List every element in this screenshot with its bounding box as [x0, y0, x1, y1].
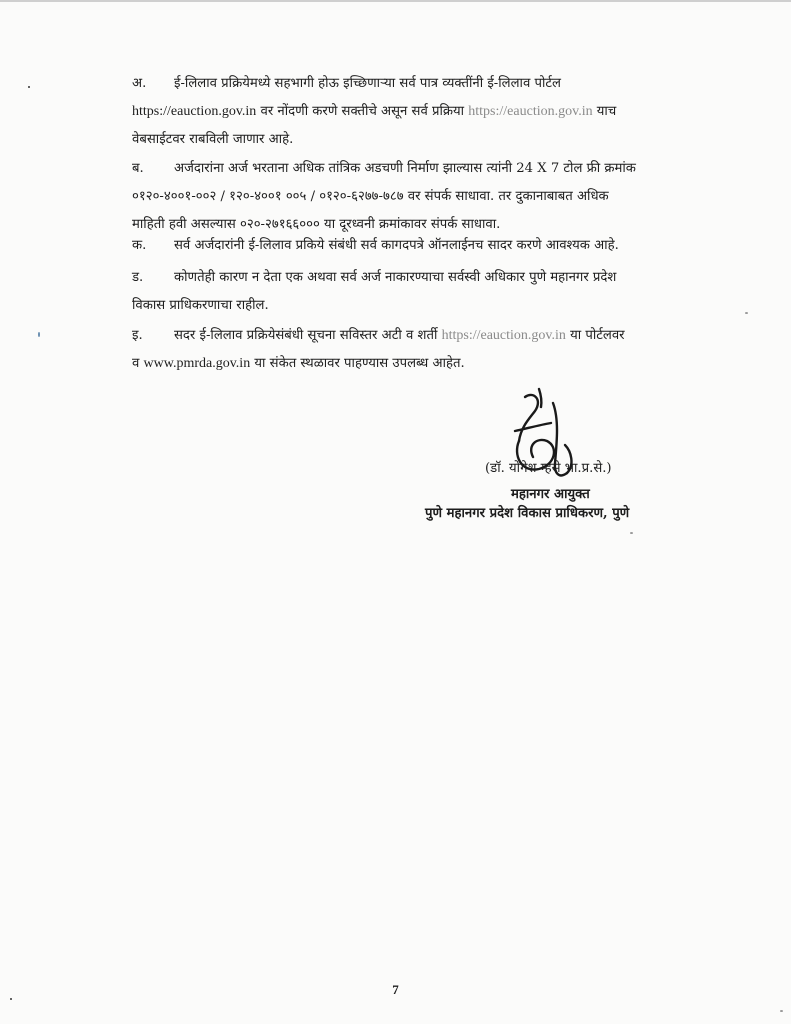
clause-marker: ब.: [132, 161, 144, 176]
clause-line: [132, 350, 692, 378]
clause-text: सर्व अर्जदारांनी ई-लिलाव प्रकिये संबंधी सर्व कागदपत्रे ऑनलाईनच सादर करणे आवश्यक आहे.: [174, 238, 619, 253]
clause-line: [132, 322, 692, 350]
url-link[interactable]: https://eauction.gov.in: [132, 104, 257, 119]
signatory-name: (डॉ. योगेश म्हसे भा.प्र.से.): [485, 461, 612, 476]
clause-marker: ड.: [132, 270, 144, 285]
clause-line: [132, 70, 692, 98]
clause-marker: क.: [132, 238, 147, 253]
clause-line: [132, 183, 692, 211]
url-link[interactable]: www.pmrda.gov.in: [143, 356, 251, 371]
clause-text: विकास प्राधिकरणाचा राहील.: [132, 298, 269, 313]
clause-text: सदर ई-लिलाव प्रक्रियेसंबंधी सूचना सविस्तर अटी व शर्ती: [174, 328, 442, 343]
clause-text: ०१२०-४००१-००२ / १२०-४००१ ००५ / ०१२०-६२७७-७८७ वर संपर्क साधावा. तर दुकानाबाबत अधिक: [132, 189, 609, 204]
signature-block: [400, 380, 700, 540]
handwritten-signature: [495, 385, 615, 495]
clause-text: व: [132, 356, 144, 371]
clause-text: माहिती हवी असल्यास ०२०-२७१६६००० या दूरध्वनी क्रमांकावर संपर्क साधावा.: [132, 217, 501, 232]
clause-text: अर्जदारांना अर्ज भरताना अधिक तांत्रिक अडचणी निर्माण झाल्यास त्यांनी 24 X 7 टोल फ्री क्रमांक: [174, 161, 636, 176]
clause-marker: इ.: [132, 328, 143, 343]
clause-line: [132, 126, 692, 154]
clause-text: कोणतेही कारण न देता एक अथवा सर्व अर्ज नाकारण्याचा सर्वस्वी अधिकार पुणे महानगर प्रदेश: [174, 270, 617, 285]
page-number: 7: [392, 982, 399, 997]
clause-text: ई-लिलाव प्रक्रियेमध्ये सहभागी होऊ इच्छिणाऱ्या सर्व पात्र व्यक्तींनी ई-लिलाव पोर्टल: [174, 76, 561, 91]
clause: [132, 70, 692, 154]
clause-text: याच: [592, 104, 617, 119]
url-link[interactable]: https://eauction.gov.in: [441, 328, 566, 343]
clause-line: [132, 98, 692, 126]
clause: [132, 232, 692, 260]
clause-text: या संकेत स्थळावर पाहण्यास उपलब्ध आहेत.: [250, 356, 465, 371]
signatory-organization: पुणे महानगर प्रदेश विकास प्राधिकरण, पुणे: [425, 506, 630, 521]
url-link[interactable]: https://eauction.gov.in: [468, 104, 593, 119]
clause: [132, 264, 692, 320]
clause-line: [132, 264, 692, 292]
clause-text: वर नोंदणी करणे सक्तीचे असून सर्व प्रक्रिया: [256, 104, 469, 119]
clause: [132, 155, 692, 239]
clause: [132, 322, 692, 378]
clause-text: या पोर्टलवर: [565, 328, 625, 343]
clause-line: [132, 232, 692, 260]
clause-line: [132, 292, 692, 320]
clause-line: [132, 155, 692, 183]
clause-text: वेबसाईटवर राबविली जाणार आहे.: [132, 132, 294, 147]
signatory-designation: महानगर आयुक्त: [511, 487, 590, 502]
clause-marker: अ.: [132, 76, 147, 91]
